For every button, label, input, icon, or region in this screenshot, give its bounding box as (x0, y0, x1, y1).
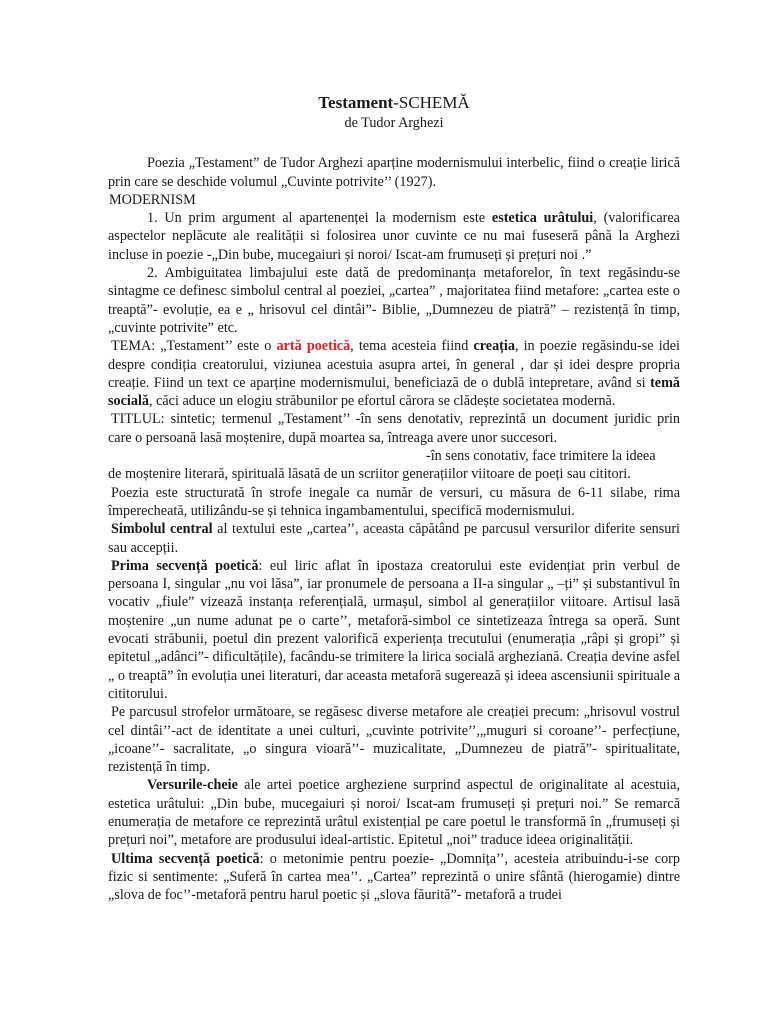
argument-1-paragraph (108, 209, 680, 264)
versuri-cheie-bold: Versurile-cheie (147, 777, 238, 794)
document-body (108, 92, 680, 904)
simbol-rest: al textului este „cartea’’, aceasta căpătând pe parcusul versurilor diferite sensuri sau accepții. (108, 521, 680, 556)
tema-start: TEMA: „Testament’’ este o (111, 338, 277, 355)
prima-secventa-rest: : eul liric aflat în ipostaza creatorului este evidențiat prin verbul de persoana I, singular „nu voi lăsa”, iar pronumele de persoana a II-a singular „ –ți” și substantivul în vocativ „fiule” vizează instanța referențială, urmașul, simbol al generațiilor viitoare. Artisul lasă moștenire „un nume adunat pe o carte’’, metaforă-simbol ce sintetizeaza întrega sa operă. Sunt evocati străbunii, poetul din prezent valorifică experiența trecutului (enumerația „râpi și gropi” și epitetul „adânci”- dificultățile), facându-se trimitere la lirica socială argheziană. Creația devine asfel „ o treaptă” în evoluția unei literaturi, dar aceasta metaforă sugerează și ideea ascensiunii spirituale a cititorului. (108, 557, 681, 702)
title-bold: Testament (318, 93, 394, 112)
argument-1-bold: estetica urâtului (491, 210, 594, 227)
page-title (108, 92, 680, 114)
tema-mid-2: , in poezie regăsindu-se idei despre condiția creatorului, viziunea acestuia asupra artei, în general , dar și idei despre propria creație. Fiind un text ce aparține modernismului, beneficiază de o dublă intepretare, având si (108, 338, 680, 391)
prima-secventa-paragraph (108, 557, 680, 703)
title-rest: -SCHEMĂ (393, 93, 470, 112)
ultima-secventa-rest: : o metonimie pentru poezie- „Domnița’’, acesteia atribuindu-i-se corp fizic si sentimente: „Suferă în cartea mea’’. „Cartea” reprezintă o unire sfântă (hierogamie) dintre „slova de foc’’-metaforă pentru harul poetic și „slova făurită”- metaforă a trudei (108, 850, 681, 904)
author-line: de Tudor Arghezi (344, 115, 444, 131)
tema-bold-term-2: temă socială (108, 374, 680, 410)
intro-paragraph: Poezia „Testament” de Tudor Arghezi aparține modernismului interbelic, fiind o creație lirică prin care se deschide volumul „Cuvinte potrivite’’ (1927). (108, 155, 680, 190)
ultima-secventa-bold: Ultima secvență poetică (111, 850, 260, 867)
tema-bold-term: creația (473, 338, 515, 355)
tema-mid: , tema acesteia fiind (350, 338, 474, 355)
argument-1-start: 1. Un prim argument al apartenenței la modernism este (147, 210, 492, 227)
titlul-conotativ-continuation: de moștenire literară, spirituală lăsată de un scriitor generațiilor viitoare de poeți sau cititori. (108, 466, 631, 483)
section-heading-modernism: MODERNISM (109, 191, 196, 208)
tema-red-term: artă poetică (276, 338, 351, 355)
ultima-secventa-paragraph (108, 850, 680, 905)
titlul-paragraph: TITLUL: sintetic; termenul „Testament’’ -în sens denotativ, reprezintă un document juridic prin care o persoană lasă moștenire, după moartea sa, întreaga avere unor succesori. (108, 411, 680, 446)
titlul-conotativ-line: -în sens conotativ, face trimitere la ideea (426, 448, 656, 465)
argument-1-end: , (valorificarea aspectelor neplăcute ale realității si folosirea unor cuvinte ce nu mai fuseseră până la Arghezi incluse in poezie -„Din bube, mucegaiuri și noroi/ Iscat-am frumuseți și prețuri noi .” (108, 210, 680, 263)
versuri-cheie-paragraph (108, 776, 680, 849)
metafore-paragraph: Pe parcusul strofelor următoare, se regăsesc diverse metafore ale creației precum: „hrisovul vostrul cel dintâi’’-act de identitate a unei culturi, „cuvinte potrivite’’,„muguri si coroane’’- perfecțiune, „icoane’’- sacralitate, „o singura vioară’’- muzicalitate, „Dumnezeu de piatră”- spiritualitate, rezistență în timp. (108, 704, 680, 776)
versuri-cheie-rest: ale artei poetice argheziene surprind aspectul de originalitate al acestuia, estetica urâtului: „Din bube, mucegaiuri și noroi/ Iscat-am frumuseți și prețuri noi.” Se remarcă enumerația de metafore ce reprezintă urâtul existențial pe care poetul le transformă în „frumuseți și prețuri noi”, metafore are produsului ideal-artistic. Epitetul „noi” traduce ideea originalității. (108, 777, 680, 849)
simbol-bold: Simbolul central (111, 521, 213, 538)
argument-2-paragraph: 2. Ambiguitatea limbajului este dată de predominanța metaforelor, în text regăsindu-se sintagme ce definesc simbolul central al poeziei, „cartea” , majoritatea fiind metafore: „cartea este o treaptă”- evoluție, ea e „ hrisovul cel dintâi”- Biblie, „Dumnezeu de piatră” – rezistență în timp, „cuvinte potrivite” etc. (108, 265, 680, 336)
structura-paragraph: Poezia este structurată în strofe inegale ca număr de versuri, cu măsura de 6-11 silabe, rima împerecheată, utilizându-se și tehnica ingambamentului, specifică modernismului. (108, 484, 680, 519)
prima-secventa-bold: Prima secvență poetică (111, 557, 259, 574)
tema-end: , căci aduce un elogiu străbunilor pe efortul cărora se clădește societatea modernă. (148, 393, 616, 410)
tema-paragraph (108, 337, 680, 410)
simbol-paragraph (108, 520, 680, 557)
